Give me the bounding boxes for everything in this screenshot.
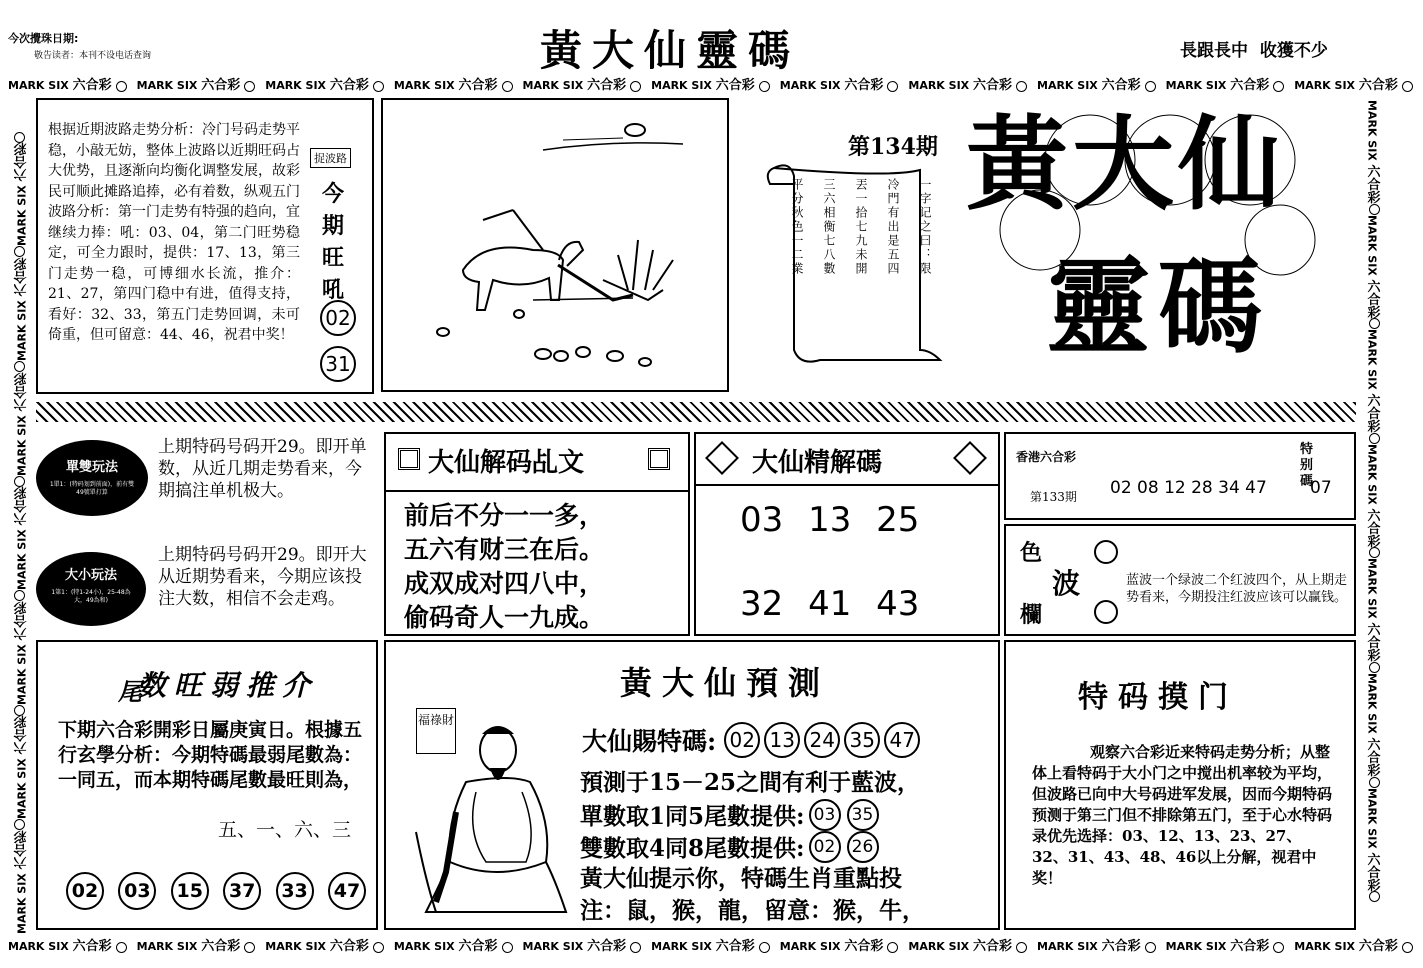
border-top (8, 76, 1398, 96)
flower-icon (1016, 942, 1027, 953)
flower-icon (502, 81, 513, 92)
tail-number: 02 (66, 872, 104, 910)
notice-text: 敬告读者：本刊不设电话查询 (34, 51, 152, 61)
border-brand-unit: MARK SIX 六合彩 (1366, 444, 1379, 559)
predict-number: 35 (847, 799, 879, 831)
border-bottom (8, 936, 1398, 958)
tail-number: 37 (223, 872, 261, 910)
page-title: 黃大仙靈碼 (540, 26, 801, 75)
border-brand-unit: MARK SIX 六合彩 (265, 936, 388, 958)
border-brand-unit: MARK SIX 六合彩 (908, 936, 1031, 958)
door-box (1004, 640, 1356, 930)
scroll-column: 平分秋色一二業 (790, 178, 804, 276)
predict-number: 26 (847, 831, 879, 863)
color-wave-char-3: 欄 (1020, 602, 1043, 628)
big-small-badge-label: 大小玩法 (64, 568, 117, 583)
flower-icon (1402, 942, 1413, 953)
predict-line-2 (580, 798, 879, 831)
tail-box (36, 640, 378, 930)
jingjie-number: 25 (876, 500, 920, 540)
border-brand-unit: MARK SIX 六合彩 (1366, 558, 1379, 673)
scroll-column: 三六相衡七八數 (822, 178, 836, 276)
border-brand-unit: MARK SIX 六合彩 (8, 936, 131, 958)
flower-icon (14, 132, 25, 143)
big-title-line1: 黃大仙 (966, 105, 1284, 225)
trend-number-2: 31 (320, 346, 356, 382)
jingjie-title: 大仙精解碼 (752, 448, 883, 478)
flower-icon (630, 81, 641, 92)
border-brand-unit: MARK SIX 六合彩 (908, 76, 1031, 96)
jingjie-row-2 (740, 584, 919, 624)
single-double-badge-label: 單雙玩法 (65, 460, 118, 475)
predict-number: 03 (809, 799, 841, 831)
flower-icon (14, 246, 25, 257)
tail-title-small: 尾 (118, 677, 142, 706)
border-brand-unit: MARK SIX 六合彩 (137, 936, 260, 958)
single-double-text: 上期特码号码开29。即开单数，从近几期走势看来，今期搞注单机极大。 (158, 437, 367, 501)
gift-number: 02 (724, 722, 760, 758)
flower-icon (1369, 204, 1380, 215)
predict-seal: 福祿財 (416, 708, 456, 754)
border-brand-unit: MARK SIX 六合彩 (1294, 936, 1417, 958)
jingjie-number: 32 (740, 584, 784, 624)
tail-number: 15 (171, 872, 209, 910)
flower-icon (1402, 81, 1413, 92)
border-brand-unit: MARK SIX 六合彩 (1166, 76, 1289, 96)
single-double-badge-note: 1單1：(特码划到前面)，前有雙49號單打算 (49, 481, 135, 496)
scroll-column: 一字记之曰：限 (918, 178, 932, 276)
color-wave-circle-1 (1094, 540, 1118, 564)
trend-tag: 捉波路 (310, 148, 351, 168)
gift-number: 35 (844, 722, 880, 758)
big-small-badge (36, 552, 146, 626)
date-label: 今次攪珠日期: (8, 32, 79, 45)
flower-icon (1369, 318, 1380, 329)
border-brand-unit: MARK SIX 六合彩 (16, 246, 29, 361)
predict-line-3 (580, 830, 879, 863)
border-brand-unit: MARK SIX 六合彩 (780, 76, 903, 96)
scroll-column: 丟一拾七九未開 (854, 178, 868, 276)
predict-gift-numbers (720, 722, 920, 758)
big-small-badge-note: 1第1：(特1-24小)，25-48為大，49為和) (51, 589, 131, 604)
predict-gift-label: 大仙賜特碼: (582, 727, 717, 756)
flower-icon (373, 942, 384, 953)
flower-icon (887, 942, 898, 953)
predict-line-3-label: 雙數取4同8尾數提供: (580, 835, 805, 862)
poem-line-1: 前后不分一一多， (404, 501, 605, 530)
flower-icon (244, 942, 255, 953)
tail-number: 03 (118, 872, 156, 910)
flower-icon (1369, 891, 1380, 902)
border-left (10, 100, 32, 934)
flower-icon (14, 819, 25, 830)
flower-icon (244, 81, 255, 92)
border-brand-unit: MARK SIX 六合彩 (265, 76, 388, 96)
flower-icon (1145, 81, 1156, 92)
border-brand-unit: MARK SIX 六合彩 (1366, 100, 1379, 215)
border-brand-unit: MARK SIX 六合彩 (1366, 215, 1379, 330)
scroll-text (790, 178, 932, 348)
jingjie-number: 43 (876, 584, 920, 624)
flower-icon (630, 942, 641, 953)
jingjie-box (694, 432, 1000, 636)
color-wave-circle-2 (1094, 600, 1118, 624)
predict-box (384, 640, 1000, 930)
border-brand-unit: MARK SIX 六合彩 (8, 76, 131, 96)
last-result-box (1004, 432, 1356, 520)
last-result-numbers: 02 08 12 28 34 47 (1110, 478, 1267, 498)
flower-icon (116, 942, 127, 953)
flower-icon (887, 81, 898, 92)
illustration-box (381, 98, 729, 392)
predict-line-4: 黃大仙提示你，特碼生肖重點投 (580, 865, 902, 892)
trend-text: 根据近期波路走势分析：冷门号码走势平稳，小敲无妨，整体上波路以近期旺码占大优势，且逐渐向均衡化调整发展，故彩民可顺此摊路追捧，必有着数，纵观五门波路分析：第一门走势有特强的趋向，宜继续力捧：吼：03、04，第二门旺势稳定，可全力跟时，提供：17、13，第三门走势一稳，可博细水长流，推介：21、27，第四门稳中有进，值得支持，看好：32、33，第五门走势回调，未可倚重，但可留意：44、46，祝君中奖！ (48, 122, 300, 343)
poem-title-ornament-right (648, 448, 670, 470)
border-brand-unit: MARK SIX 六合彩 (394, 76, 517, 96)
poem-title: 大仙解码乩文 (428, 448, 585, 478)
border-brand-unit: MARK SIX 六合彩 (16, 476, 29, 591)
poem-box (384, 432, 690, 636)
trend-box (36, 98, 374, 394)
issue-number: 第134期 (848, 134, 938, 160)
predict-number: 02 (809, 831, 841, 863)
jingjie-ornament-left (705, 441, 739, 475)
gift-number: 13 (764, 722, 800, 758)
poem-line-2: 五六有财三在后。 (404, 535, 605, 564)
big-small-text: 上期特码号码开29。即开大从近期势看来，今期应该投注大数，相信不会走鸡。 (158, 545, 367, 609)
color-wave-text: 蓝波一个绿波二个红波四个，从上期走势看来，今期投注红波应该可以赢钱。 (1126, 573, 1348, 605)
predict-line-5: 注：鼠，猴，龍，留意：猴，牛， (580, 897, 925, 924)
last-result-issue: 第133期 (1030, 490, 1077, 504)
tail-list: 五、一、六、三 (218, 819, 352, 841)
flower-icon (502, 942, 513, 953)
flower-icon (1273, 942, 1284, 953)
predict-title: 黃大仙預測 (620, 664, 831, 702)
color-wave-box (1004, 524, 1356, 636)
single-double-badge (36, 440, 148, 516)
flower-icon (14, 361, 25, 372)
last-result-label: 香港六合彩 (1016, 450, 1077, 464)
tail-numbers (66, 872, 366, 910)
big-title-line2: 靈碼 (1046, 245, 1271, 368)
door-text: 观察六合彩近来特码走势分析；从整体上看特码于大小门之中搅出机率较为平均，但波路已向中大号码进军发展，因而今期特码预测于第三门但不排除第五门，至于心水特码录优先选择：03、12、13、23、27、32、31、43、48、46以上分解，视君中奖！ (1032, 743, 1333, 887)
border-brand-unit: MARK SIX 六合彩 (1366, 788, 1379, 903)
predict-line-2-label: 單數取1同5尾數提供: (580, 803, 805, 830)
border-brand-unit: MARK SIX 六合彩 (1294, 76, 1417, 96)
sage-illustration (406, 712, 576, 922)
trend-side: 今期旺吼 (322, 181, 345, 303)
poem-title-ornament-left (398, 448, 420, 470)
border-brand-unit: MARK SIX 六合彩 (16, 590, 29, 705)
gift-number: 47 (884, 722, 920, 758)
border-brand-unit: MARK SIX 六合彩 (1037, 936, 1160, 958)
predict-gift-row (582, 722, 920, 758)
color-wave-char-2: 波 (1052, 567, 1081, 600)
border-brand-unit: MARK SIX 六合彩 (16, 705, 29, 820)
tail-number: 33 (276, 872, 314, 910)
flower-icon (14, 705, 25, 716)
border-brand-unit: MARK SIX 六合彩 (523, 76, 646, 96)
predict-line-1: 預測于15－25之間有利于藍波， (580, 769, 921, 796)
flower-icon (14, 590, 25, 601)
flower-icon (1273, 81, 1284, 92)
tail-text: 下期六合彩開彩日屬庚寅日。根據五行玄學分析：今期特碼最弱尾數為：一同五，而本期特碼尾數最旺則為， (58, 719, 363, 791)
flower-icon (1369, 662, 1380, 673)
last-result-special-label: 特别碼 (1300, 442, 1314, 489)
last-result-special: 07 (1310, 478, 1332, 498)
flower-icon (1369, 547, 1380, 558)
jingjie-row-1 (740, 500, 919, 540)
border-brand-unit: MARK SIX 六合彩 (394, 936, 517, 958)
flower-icon (1016, 81, 1027, 92)
flower-icon (373, 81, 384, 92)
gift-number: 24 (804, 722, 840, 758)
flower-icon (1145, 942, 1156, 953)
poem-line-3: 成双成对四八中， (404, 569, 605, 598)
flower-icon (759, 81, 770, 92)
border-brand-unit: MARK SIX 六合彩 (780, 936, 903, 958)
flower-icon (759, 942, 770, 953)
ox-plough-illustration (383, 100, 727, 390)
jingjie-number: 41 (808, 584, 852, 624)
poem-line-4: 偷码奇人一九成。 (404, 603, 605, 632)
border-brand-unit: MARK SIX 六合彩 (1366, 673, 1379, 788)
scroll-column: 冷門有出是五四 (886, 178, 900, 276)
jingjie-number: 13 (808, 500, 852, 540)
border-brand-unit: MARK SIX 六合彩 (651, 76, 774, 96)
slogan: 長跟長中 收獲不少 (1180, 41, 1328, 61)
border-brand-unit: MARK SIX 六合彩 (1366, 329, 1379, 444)
border-brand-unit: MARK SIX 六合彩 (16, 361, 29, 476)
tail-title: 数旺弱推介 (138, 669, 319, 702)
border-brand-unit: MARK SIX 六合彩 (1037, 76, 1160, 96)
border-brand-unit: MARK SIX 六合彩 (137, 76, 260, 96)
jingjie-number: 03 (740, 500, 784, 540)
flower-icon (116, 81, 127, 92)
border-brand-unit: MARK SIX 六合彩 (1166, 936, 1289, 958)
border-brand-unit: MARK SIX 六合彩 (16, 132, 29, 247)
door-title: 特码摸门 (1078, 680, 1238, 715)
hatch-divider (36, 402, 1356, 422)
color-wave-char-1: 色 (1020, 540, 1043, 566)
jingjie-ornament-right (953, 441, 987, 475)
flower-icon (14, 476, 25, 487)
flower-icon (1369, 777, 1380, 788)
border-brand-unit: MARK SIX 六合彩 (523, 936, 646, 958)
border-right (1362, 100, 1384, 934)
border-brand-unit: MARK SIX 六合彩 (16, 819, 29, 934)
tail-number: 47 (328, 872, 366, 910)
flower-icon (1369, 433, 1380, 444)
border-brand-unit: MARK SIX 六合彩 (651, 936, 774, 958)
trend-number-1: 02 (320, 300, 356, 336)
